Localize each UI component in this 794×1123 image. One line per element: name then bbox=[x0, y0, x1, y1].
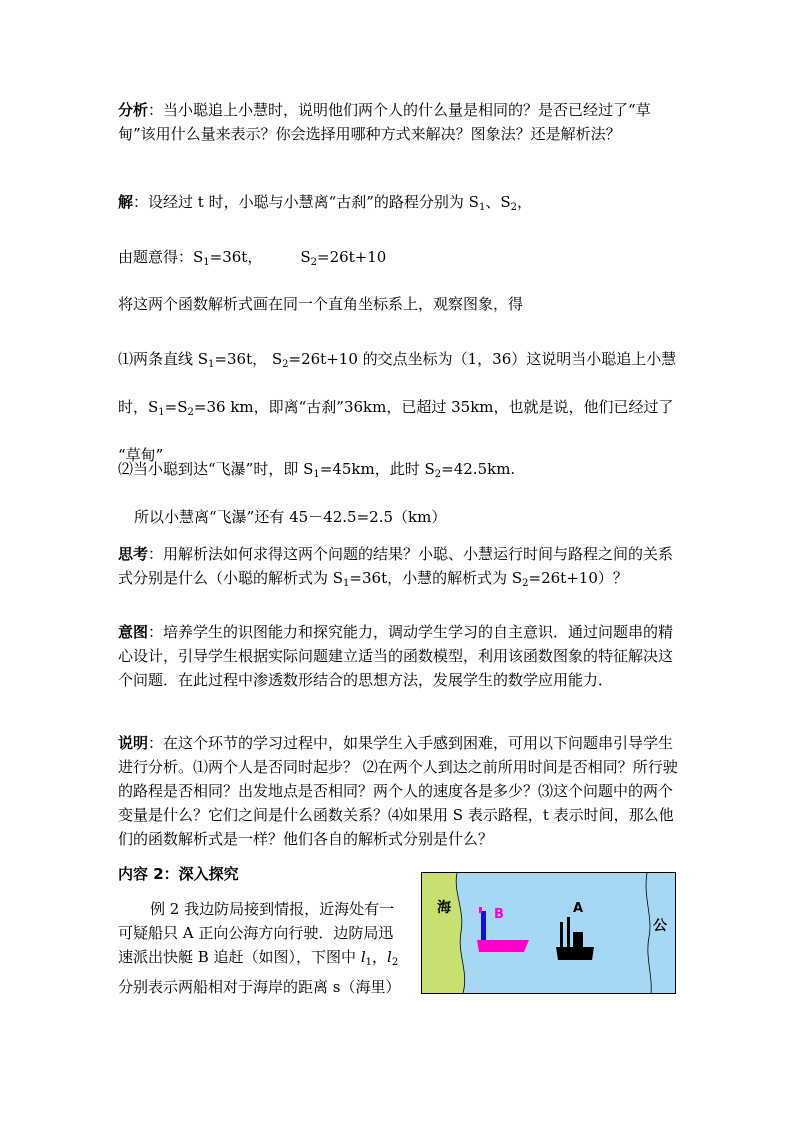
analysis-text: ：当小聪追上小慧时，说明他们两个人的什么量是相同的？是否已经过了“草甸”该用什么量来表示？你会选择用哪种方式来解决？图象法？还是解析法？ bbox=[118, 101, 651, 143]
note-label: 说明 bbox=[118, 734, 149, 752]
boat-b-label: B bbox=[494, 907, 504, 922]
intent-paragraph: 意图：培养学生的识图能力和探究能力，调动学生学习的自主意识．通过问题串的精心设计，引导学生根据实际问题建立适当的函数模型，利用该函数图象的特征解决这个问题．在此过程中渗透数形结合的思想方法，发展学生的数学应用能力． bbox=[118, 623, 674, 689]
ship-a-hull-icon bbox=[556, 947, 594, 960]
intent-label: 意图 bbox=[118, 623, 149, 641]
think-label: 思考 bbox=[118, 545, 149, 563]
solution-label: 解 bbox=[118, 193, 134, 211]
ship-a-mast2-icon bbox=[567, 917, 570, 947]
boat-b-hull-icon bbox=[477, 940, 529, 952]
ship-a-mast1-icon bbox=[560, 922, 563, 947]
think-paragraph: 思考：用解析法如何求得这两个问题的结果？小聪、小慧运行时间与路程之间的关系式分别是什么（小聪的解析式为 $S_1=36t$，小慧的解析式为 $S_2=26t+10$）？ bbox=[118, 545, 674, 589]
boat-b-cabin-icon bbox=[481, 911, 486, 940]
ship-a-cabin-icon bbox=[573, 932, 583, 947]
example2-paragraph: 例 2 我边防局接到情报，近海处有一 可疑船只 A 正向公海方向行驶．边防局迅 速派出快艇 B 追赶（如图），下图中 $l_1$，$l_2$ 分别表示两船相对于海岸的距离 s（海里） bbox=[118, 900, 401, 996]
equations-line: 由题意得：$S_1=36t$， $S_2=26t+10$ bbox=[118, 248, 387, 268]
point1-paragraph: ⑴两条直线 $S_1=36t$， $S_2=26t+10$ 的交点坐标为（1，36）这说明当小聪追上小慧 时，$S_1=S_2=36$ km，即离“古刹”36km，已超过 35km，也就是说，他们已经过了 “草甸” bbox=[118, 350, 677, 464]
analysis-label: 分析 bbox=[118, 101, 149, 119]
remaining-line: 所以小慧离“飞瀑”还有 45－42.5=2.5（km） bbox=[134, 508, 447, 526]
solution-paragraph: 解：设经过 t 时，小聪与小慧离“古刹”的路程分别为 $S_1$、$S_2$， bbox=[118, 193, 533, 213]
note-paragraph: 说明：在这个环节的学习过程中，如果学生入手感到困难，可用以下问题串引导学生进行分析。⑴两个人是否同时起步？ ⑵在两个人到达之前所用时间是否相同？所行驶的路程是否相同？出发地点是否相同？两个人的速度各是多少？⑶这个问题中的两个变量是什么？它们之间是什么函数关系？⑷如果用 S 表示路程，t 表示时间，那么他们的函数解析式是一样？他们各自的解析式分别是什么？ bbox=[118, 734, 678, 848]
point2-line: ⑵当小聪到达“飞瀑”时，即 $S_1=45km$，此时 $S_2=42.5km$. bbox=[118, 460, 516, 480]
section2-heading: 内容 2：深入探究 bbox=[118, 865, 239, 883]
boat-chase-figure bbox=[421, 872, 676, 994]
ship-a-label: A bbox=[573, 901, 584, 916]
open-sea-label: 公 bbox=[653, 918, 667, 934]
draw-line-text: 将这两个函数解析式画在同一个直角坐标系上，观察图象，得 bbox=[118, 295, 524, 313]
boat-chase-svg bbox=[421, 872, 676, 994]
analysis-paragraph bbox=[118, 98, 678, 146]
sea-label: 海 bbox=[437, 900, 451, 916]
boat-b-mast-icon bbox=[479, 907, 482, 913]
